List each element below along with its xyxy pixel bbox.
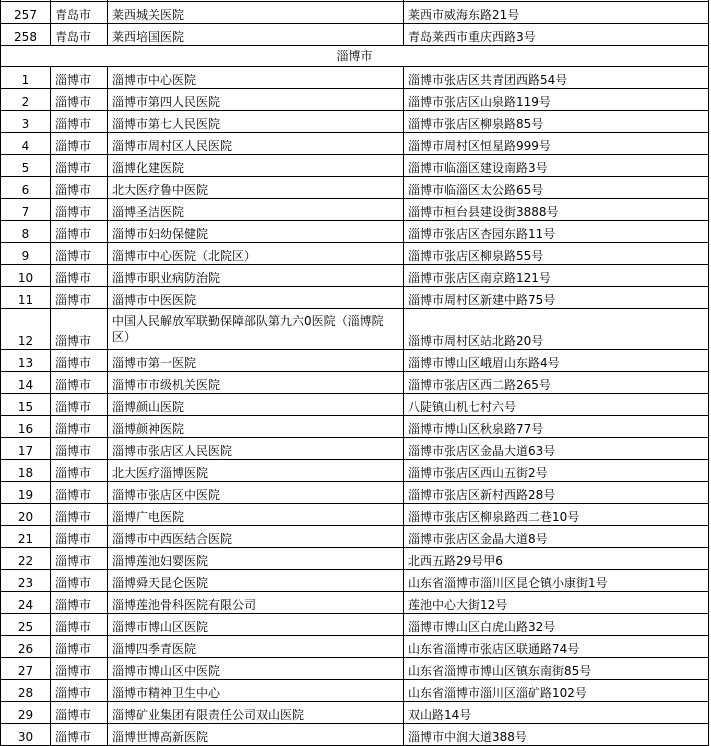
table-row <box>1 526 709 548</box>
table-row <box>1 111 709 133</box>
address-cell: 山东省淄博市淄川区昆仑镇小康街1号 <box>404 570 709 592</box>
address-cell: 淄博市博山区峨眉山东路4号 <box>404 350 709 372</box>
city-cell: 淄博市 <box>51 438 108 460</box>
row-number-cell: 4 <box>1 133 51 155</box>
row-number-cell: 26 <box>1 636 51 658</box>
row-number-cell: 11 <box>1 287 51 309</box>
address-cell: 淄博市张店区金晶大道8号 <box>404 526 709 548</box>
row-number-cell: 9 <box>1 243 51 265</box>
address-cell: 淄博市张店区南京路121号 <box>404 265 709 287</box>
hospital-name-cell: 淄博莲池骨科医院有限公司 <box>108 592 404 614</box>
address-cell: 淄博市周村区恒星路999号 <box>404 133 709 155</box>
hospital-name-cell: 淄博市市级机关医院 <box>108 372 404 394</box>
hospital-name-cell: 淄博舜天昆仑医院 <box>108 570 404 592</box>
row-number-cell: 10 <box>1 265 51 287</box>
hospital-name-cell: 北大医疗淄博医院 <box>108 460 404 482</box>
city-cell: 淄博市 <box>51 482 108 504</box>
table-row <box>1 155 709 177</box>
hospital-name-cell: 淄博市中西医结合医院 <box>108 526 404 548</box>
table-row <box>1 394 709 416</box>
row-number-cell: 30 <box>1 724 51 746</box>
city-cell: 淄博市 <box>51 89 108 111</box>
address-cell: 淄博市张店区山泉路119号 <box>404 89 709 111</box>
hospital-name-cell: 中国人民解放军联勤保障部队第九六0医院（淄博院区） <box>108 309 404 350</box>
city-cell: 淄博市 <box>51 614 108 636</box>
address-cell: 山东省淄博市淄川区淄矿路102号 <box>404 680 709 702</box>
hospital-name-cell: 淄博市周村区人民医院 <box>108 133 404 155</box>
table-row <box>1 24 709 46</box>
address-cell: 淄博市张店区共青团西路54号 <box>404 67 709 89</box>
hospital-name-cell: 莱西城关医院 <box>108 2 404 24</box>
city-cell: 淄博市 <box>51 177 108 199</box>
address-cell: 山东省淄博市博山区镇东南街85号 <box>404 658 709 680</box>
city-cell: 淄博市 <box>51 350 108 372</box>
row-number-cell: 1 <box>1 67 51 89</box>
row-number-cell: 12 <box>1 309 51 350</box>
hospital-name-cell: 淄博市中心医院（北院区） <box>108 243 404 265</box>
city-cell: 青岛市 <box>51 2 108 24</box>
address-cell: 淄博市博山区白虎山路32号 <box>404 614 709 636</box>
city-cell: 淄博市 <box>51 548 108 570</box>
hospital-name-cell: 淄博圣洁医院 <box>108 199 404 221</box>
table-row <box>1 2 709 24</box>
city-cell: 淄博市 <box>51 221 108 243</box>
hospital-name-cell: 淄博市博山区中医院 <box>108 658 404 680</box>
address-cell: 淄博市张店区杏园东路11号 <box>404 221 709 243</box>
hospital-name-cell: 淄博市中医医院 <box>108 287 404 309</box>
city-cell: 淄博市 <box>51 680 108 702</box>
row-number-cell: 27 <box>1 658 51 680</box>
city-cell: 淄博市 <box>51 155 108 177</box>
row-number-cell: 257 <box>1 2 51 24</box>
city-cell: 淄博市 <box>51 309 108 350</box>
row-number-cell: 8 <box>1 221 51 243</box>
table-row <box>1 309 709 350</box>
section-header-row <box>1 46 709 67</box>
hospital-name-cell: 淄博市第四人民医院 <box>108 89 404 111</box>
row-number-cell: 17 <box>1 438 51 460</box>
table-row <box>1 460 709 482</box>
city-cell: 淄博市 <box>51 504 108 526</box>
city-cell: 淄博市 <box>51 287 108 309</box>
row-number-cell: 258 <box>1 24 51 46</box>
address-cell: 淄博市张店区西山五街2号 <box>404 460 709 482</box>
hospital-name-cell: 淄博市中心医院 <box>108 67 404 89</box>
hospital-name-cell: 莱西培国医院 <box>108 24 404 46</box>
city-cell: 淄博市 <box>51 133 108 155</box>
city-cell: 淄博市 <box>51 394 108 416</box>
city-cell: 淄博市 <box>51 702 108 724</box>
address-cell: 淄博市周村区新建中路75号 <box>404 287 709 309</box>
hospital-name-cell: 淄博市职业病防治院 <box>108 265 404 287</box>
table-row <box>1 287 709 309</box>
table-row <box>1 416 709 438</box>
row-number-cell: 5 <box>1 155 51 177</box>
table-row <box>1 658 709 680</box>
table-row <box>1 67 709 89</box>
city-cell: 淄博市 <box>51 636 108 658</box>
address-cell: 淄博市桓台县建设街3888号 <box>404 199 709 221</box>
table-row <box>1 548 709 570</box>
hospital-name-cell: 北大医疗鲁中医院 <box>108 177 404 199</box>
row-number-cell: 16 <box>1 416 51 438</box>
address-cell: 淄博市张店区柳泉路85号 <box>404 111 709 133</box>
row-number-cell: 22 <box>1 548 51 570</box>
section-title: 淄博市 <box>1 46 709 67</box>
hospital-name-cell: 淄博市张店区人民医院 <box>108 438 404 460</box>
table-row <box>1 702 709 724</box>
row-number-cell: 21 <box>1 526 51 548</box>
hospital-table-body <box>1 0 709 746</box>
city-cell: 淄博市 <box>51 592 108 614</box>
row-number-cell: 13 <box>1 350 51 372</box>
table-row <box>1 614 709 636</box>
table-row <box>1 89 709 111</box>
city-cell: 青岛市 <box>51 24 108 46</box>
hospital-name-cell: 淄博四季青医院 <box>108 636 404 658</box>
address-cell: 淄博市临淄区太公路65号 <box>404 177 709 199</box>
address-cell: 淄博市周村区站北路20号 <box>404 309 709 350</box>
hospital-name-cell: 淄博莲池妇婴医院 <box>108 548 404 570</box>
address-cell: 淄博市博山区秋泉路77号 <box>404 416 709 438</box>
row-number-cell: 23 <box>1 570 51 592</box>
city-cell: 淄博市 <box>51 570 108 592</box>
address-cell: 莱西市威海东路21号 <box>404 2 709 24</box>
table-row <box>1 372 709 394</box>
hospital-name-cell: 淄博市第一医院 <box>108 350 404 372</box>
city-cell: 淄博市 <box>51 111 108 133</box>
table-row <box>1 724 709 746</box>
city-cell: 淄博市 <box>51 724 108 746</box>
table-row <box>1 570 709 592</box>
address-cell: 淄博市张店区新村西路28号 <box>404 482 709 504</box>
city-cell: 淄博市 <box>51 372 108 394</box>
row-number-cell: 29 <box>1 702 51 724</box>
address-cell: 淄博市临淄区建设南路3号 <box>404 155 709 177</box>
address-cell: 八陡镇山机七村六号 <box>404 394 709 416</box>
address-cell: 淄博市张店区柳泉路55号 <box>404 243 709 265</box>
row-number-cell: 20 <box>1 504 51 526</box>
table-row <box>1 636 709 658</box>
city-cell: 淄博市 <box>51 243 108 265</box>
row-number-cell: 25 <box>1 614 51 636</box>
row-number-cell: 7 <box>1 199 51 221</box>
table-row <box>1 592 709 614</box>
row-number-cell: 3 <box>1 111 51 133</box>
row-number-cell: 19 <box>1 482 51 504</box>
row-number-cell: 24 <box>1 592 51 614</box>
hospital-name-cell: 淄博市博山区医院 <box>108 614 404 636</box>
hospital-name-cell: 淄博广电医院 <box>108 504 404 526</box>
table-row <box>1 504 709 526</box>
hospital-name-cell: 淄博市精神卫生中心 <box>108 680 404 702</box>
city-cell: 淄博市 <box>51 265 108 287</box>
table-row <box>1 133 709 155</box>
address-cell: 淄博市张店区西二路265号 <box>404 372 709 394</box>
row-number-cell: 18 <box>1 460 51 482</box>
table-row <box>1 177 709 199</box>
address-cell: 莲池中心大街12号 <box>404 592 709 614</box>
hospital-name-cell: 淄博矿业集团有限责任公司双山医院 <box>108 702 404 724</box>
row-number-cell: 2 <box>1 89 51 111</box>
hospital-name-cell: 淄博世博高新医院 <box>108 724 404 746</box>
table-row <box>1 438 709 460</box>
hospital-name-cell: 淄博市第七人民医院 <box>108 111 404 133</box>
address-cell: 北西五路29号甲6 <box>404 548 709 570</box>
address-cell: 山东省淄博市张店区联通路74号 <box>404 636 709 658</box>
address-cell: 双山路14号 <box>404 702 709 724</box>
hospital-name-cell: 淄博颜山医院 <box>108 394 404 416</box>
hospital-name-cell: 淄博化建医院 <box>108 155 404 177</box>
table-row <box>1 221 709 243</box>
address-cell: 淄博市张店区柳泉路西二巷10号 <box>404 504 709 526</box>
address-cell: 青岛莱西市重庆西路3号 <box>404 24 709 46</box>
row-number-cell: 28 <box>1 680 51 702</box>
city-cell: 淄博市 <box>51 460 108 482</box>
row-number-cell: 14 <box>1 372 51 394</box>
table-row <box>1 482 709 504</box>
city-cell: 淄博市 <box>51 658 108 680</box>
hospital-name-cell: 淄博市张店区中医院 <box>108 482 404 504</box>
city-cell: 淄博市 <box>51 199 108 221</box>
address-cell: 淄博市中润大道388号 <box>404 724 709 746</box>
address-cell: 淄博市张店区金晶大道63号 <box>404 438 709 460</box>
city-cell: 淄博市 <box>51 67 108 89</box>
city-cell: 淄博市 <box>51 416 108 438</box>
table-row <box>1 680 709 702</box>
table-row <box>1 265 709 287</box>
table-row <box>1 350 709 372</box>
hospital-name-cell: 淄博颜神医院 <box>108 416 404 438</box>
row-number-cell: 6 <box>1 177 51 199</box>
city-cell: 淄博市 <box>51 526 108 548</box>
hospital-name-cell: 淄博市妇幼保健院 <box>108 221 404 243</box>
table-row <box>1 199 709 221</box>
row-number-cell: 15 <box>1 394 51 416</box>
table-row <box>1 243 709 265</box>
